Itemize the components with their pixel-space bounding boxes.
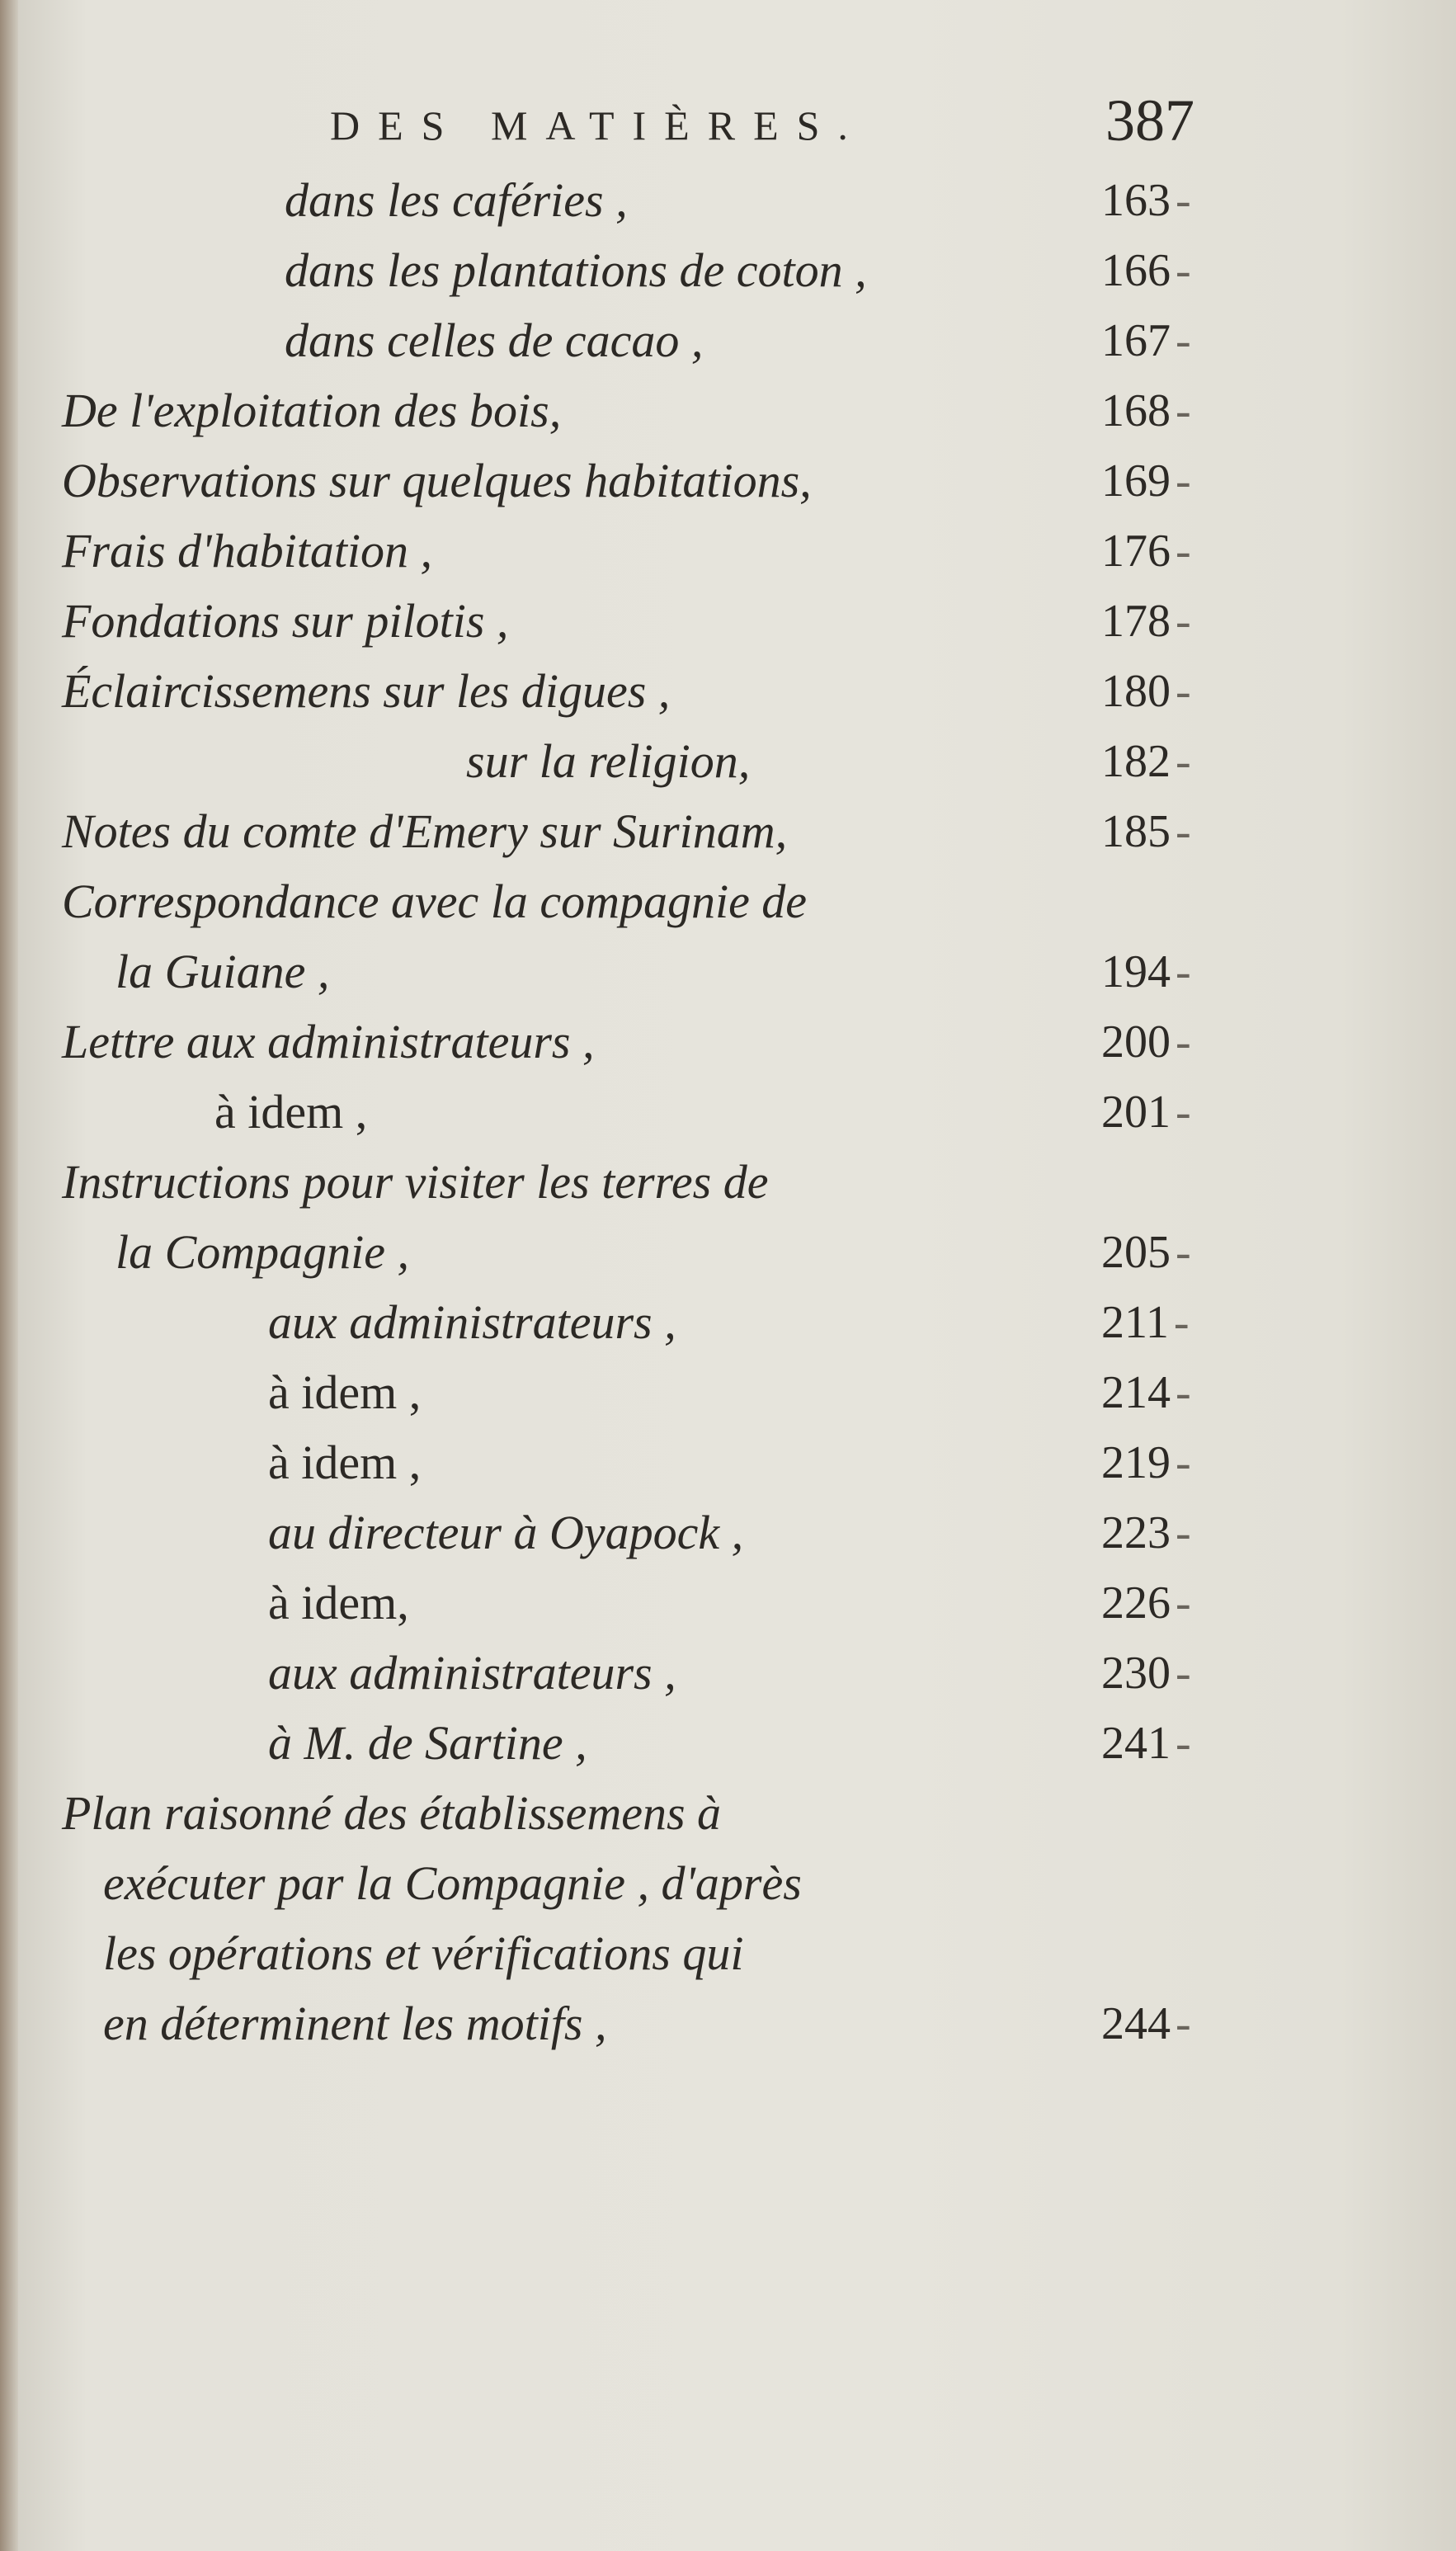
toc-entry-text: exécuter par la Compagnie , d'après <box>103 1856 802 1910</box>
toc-entry-page: 223 - <box>1101 1507 1191 1558</box>
toc-entry-page: 166 - <box>1101 245 1191 296</box>
toc-entry-page: 182 - <box>1101 736 1191 787</box>
toc-entry-text: De l'exploitation des bois, <box>62 384 562 437</box>
toc-entry-page: 226 - <box>1101 1577 1191 1629</box>
toc-entry-text: Correspondance avec la compagnie de <box>62 875 808 928</box>
toc-entry-text: Observations sur quelques habitations, <box>62 454 812 507</box>
toc-entry-text: aux administrateurs , <box>268 1646 676 1700</box>
toc-entry-text: à idem , <box>214 1085 368 1139</box>
toc-entry-page: 201 - <box>1101 1087 1191 1138</box>
toc-entry-page: 241 - <box>1101 1718 1191 1769</box>
toc-entry-text: Instructions pour visiter les terres de <box>62 1155 769 1209</box>
toc-entry-text: au directeur à Oyapock , <box>268 1506 744 1559</box>
toc-entry-text: Lettre aux administrateurs , <box>62 1015 595 1068</box>
toc-entry-page: 168 - <box>1101 385 1191 436</box>
toc-entry-page: 180 - <box>1101 666 1191 717</box>
toc-entry-page: 163 - <box>1101 175 1191 226</box>
toc-entry-text: la Compagnie , <box>115 1225 410 1279</box>
toc-entry-page: 219 - <box>1101 1437 1191 1488</box>
toc-entry-text: à idem , <box>268 1436 422 1489</box>
running-head: DES MATIÈRES. <box>330 102 866 149</box>
toc-entry-page: 176 - <box>1101 526 1191 577</box>
toc-entry-text: à idem , <box>268 1365 422 1419</box>
toc-entry-page: 205 - <box>1101 1227 1191 1278</box>
toc-entry-page: 178 - <box>1101 596 1191 647</box>
toc-entry-text: à idem, <box>268 1576 409 1629</box>
toc-entry-page: 244 - <box>1101 1998 1191 2049</box>
toc-entry-text: la Guiane , <box>115 945 330 998</box>
toc-entry-page: 167 - <box>1101 315 1191 366</box>
toc-entry-text: Plan raisonné des établissemens à <box>62 1786 722 1840</box>
toc-entry-page: 185 - <box>1101 806 1191 857</box>
toc-entry-page: 200 - <box>1101 1016 1191 1068</box>
toc-entry-text: à M. de Sartine , <box>268 1716 587 1770</box>
toc-entry-text: Frais d'habitation , <box>62 524 433 578</box>
toc-entry-text: Notes du comte d'Emery sur Surinam, <box>62 804 788 858</box>
page-number: 387 <box>1105 87 1194 153</box>
toc-entry-page: 194 - <box>1101 946 1191 997</box>
toc-entry-page: 230 - <box>1101 1648 1191 1699</box>
toc-entry-text: Fondations sur pilotis , <box>62 594 509 648</box>
toc-entry-text: les opérations et vérifications qui <box>103 1926 744 1980</box>
toc-entry-page: 169 - <box>1101 455 1191 507</box>
toc-entry-text: dans celles de cacao , <box>285 314 704 367</box>
toc-entry-text: en déterminent les motifs , <box>103 1997 607 2050</box>
toc-entry-text: sur la religion, <box>466 734 751 788</box>
toc-entry-page: 211 - <box>1101 1297 1190 1348</box>
toc-entry-text: Éclaircissemens sur les digues , <box>62 664 671 718</box>
toc-entry-text: dans les caféries , <box>285 173 628 227</box>
toc-entry-text: dans les plantations de coton , <box>285 243 867 297</box>
toc-entry-page: 214 - <box>1101 1367 1191 1418</box>
toc-entry-text: aux administrateurs , <box>268 1295 676 1349</box>
